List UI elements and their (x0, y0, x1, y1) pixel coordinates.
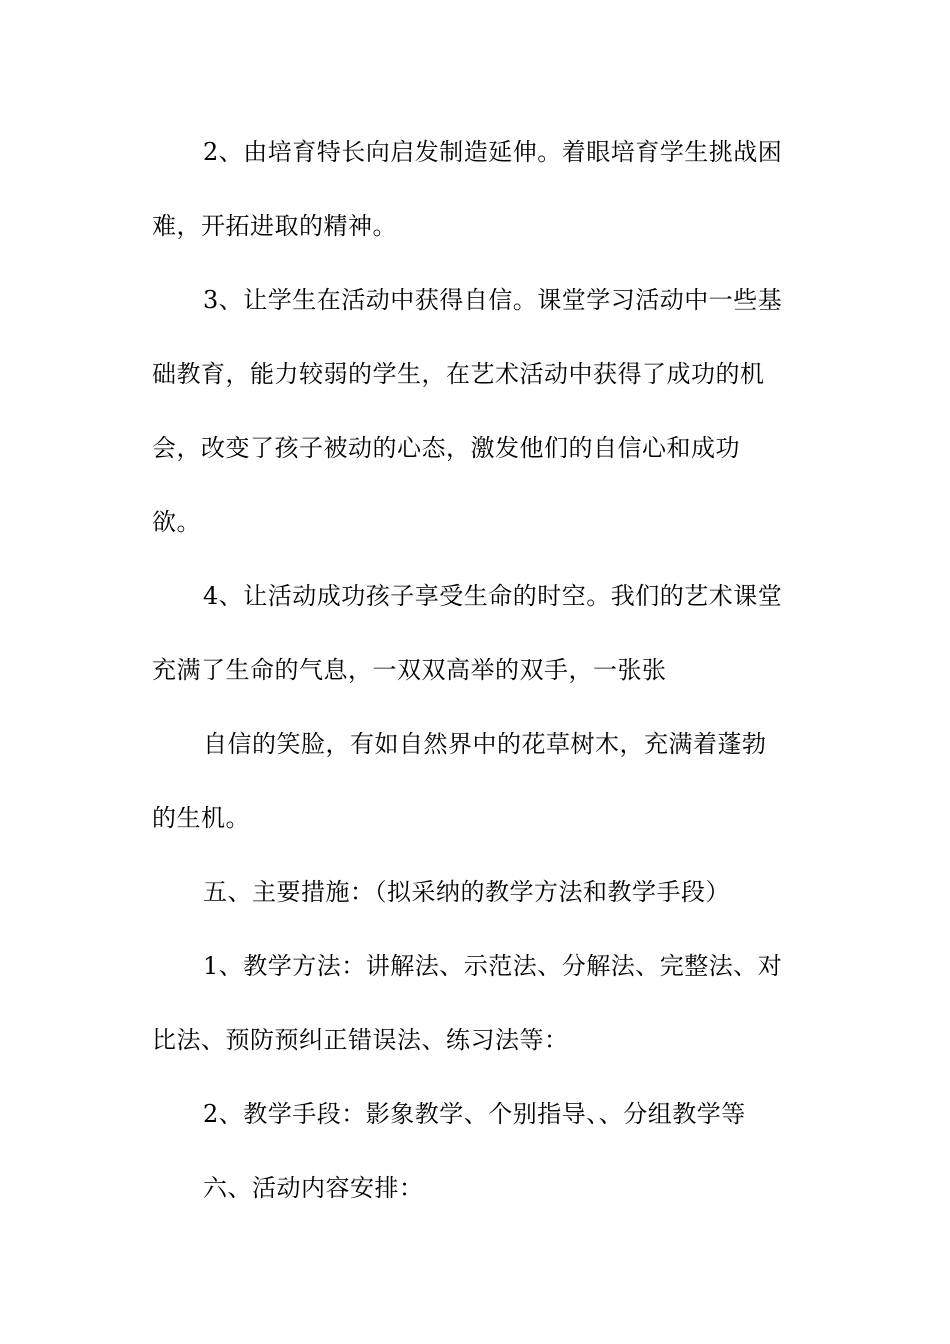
method-line-2: 比法、预防预纠正错误法、练习法等： (152, 1026, 569, 1054)
section-5-heading: 五、主要措施：（拟采纳的教学方法和教学手段） (203, 878, 730, 906)
paragraph-3-line-3: 会，改变了孩子被动的心态，激发他们的自信心和成功 (152, 434, 740, 462)
paragraph-2-line-1: 2、由培育特长向启发制造延伸。着眼培育学生挑战困 (203, 138, 783, 166)
paragraph-3-line-2: 础教育，能力较弱的学生，在艺术活动中获得了成功的机 (152, 360, 765, 388)
paragraph-4-line-4: 的生机。 (152, 804, 250, 832)
paragraph-4-line-1: 4、让活动成功孩子享受生命的时空。我们的艺术课堂 (203, 582, 783, 610)
paragraph-3-line-1: 3、让学生在活动中获得自信。课堂学习活动中一些基 (203, 286, 783, 314)
paragraph-4-line-2: 充满了生命的气息，一双双高举的双手，一张张 (152, 656, 667, 684)
paragraph-2-line-2: 难，开拓进取的精神。 (152, 212, 397, 240)
paragraph-4-line-3: 自信的笑脸，有如自然界中的花草树木，充满着蓬勃 (203, 730, 767, 758)
section-6-heading: 六、活动内容安排： (203, 1174, 424, 1202)
means-line: 2、教学手段：影象教学、个别指导、、分组教学等 (203, 1100, 746, 1128)
method-line-1: 1、教学方法：讲解法、示范法、分解法、完整法、对 (203, 952, 783, 980)
paragraph-3-line-4: 欲。 (152, 508, 201, 536)
